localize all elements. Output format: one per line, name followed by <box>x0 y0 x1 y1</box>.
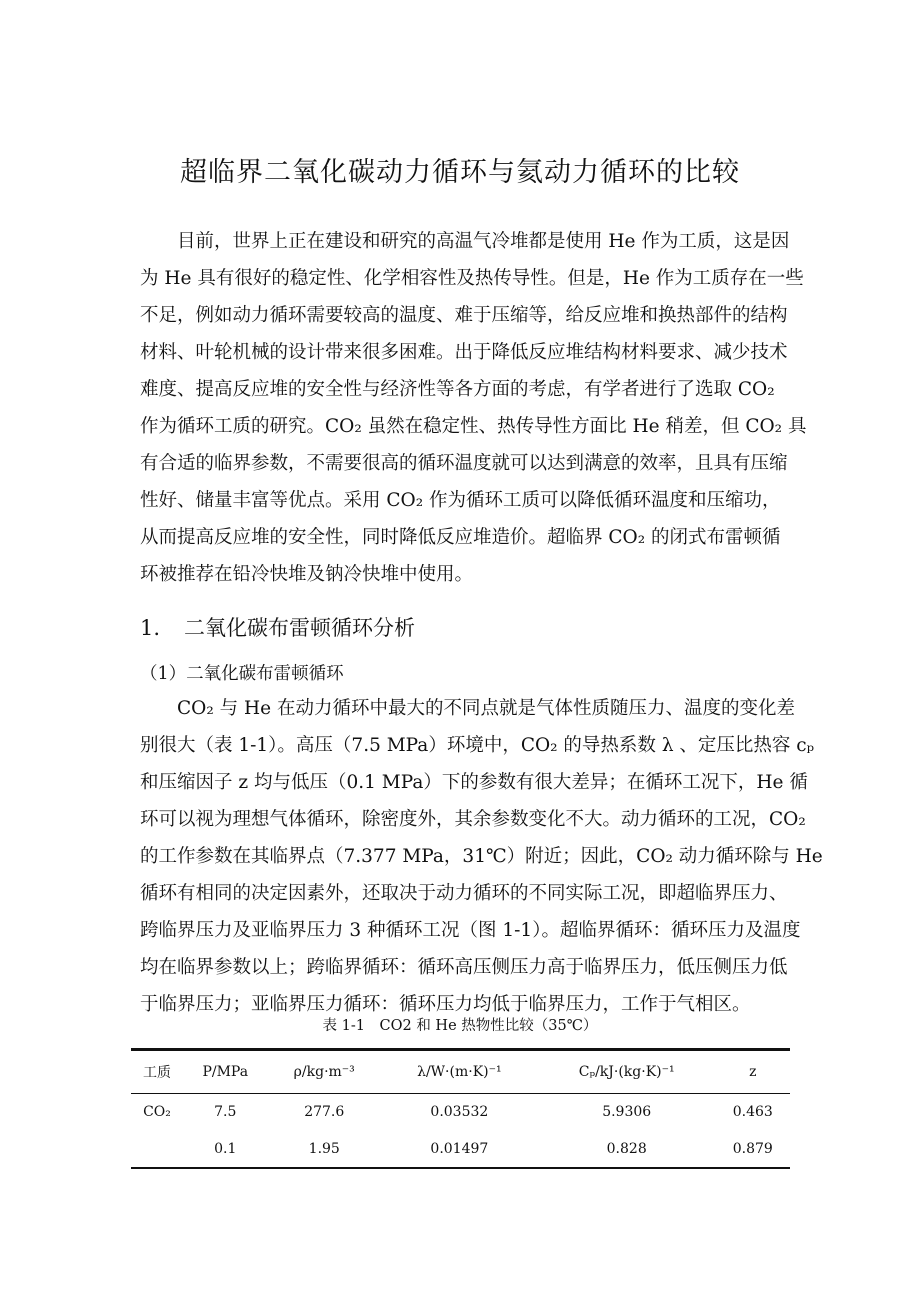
header-cell: 工质 <box>131 1050 183 1094</box>
header-cell: z <box>716 1050 790 1094</box>
text-line: 环可以视为理想气体循环，除密度外，其余参数变化不大。动力循环的工况，CO₂ <box>140 809 806 830</box>
intro-paragraph <box>140 223 807 593</box>
text-line: 有合适的临界参数，不需要很高的循环温度就可以达到满意的效率，且具有压缩 <box>140 453 788 474</box>
table-row <box>131 1131 790 1168</box>
text-line: 均在临界参数以上；跨临界循环：循环高压侧压力高于临界压力，低压侧压力低 <box>140 957 788 978</box>
header-cell: Cₚ/kJ·(kg·K)⁻¹ <box>538 1050 716 1094</box>
table-cell: CO₂ <box>143 1104 171 1121</box>
table-header-row <box>131 1050 790 1094</box>
text-line: 环被推荐在铅冷快堆及钠冷快堆中使用。 <box>140 564 474 585</box>
table-cell: 0.1 <box>183 1131 268 1168</box>
text-line: 材料、叶轮机械的设计带来很多困难。出于降低反应堆结构材料要求、减少技术 <box>140 342 788 363</box>
table-cell: 0.01497 <box>381 1131 538 1168</box>
table-cell: 0.03532 <box>430 1104 489 1121</box>
section-title: 二氧化碳布雷顿循环分析 <box>184 616 415 640</box>
subsection-heading: （1）二氧化碳布雷顿循环 <box>140 664 344 684</box>
document-title: 超临界二氧化碳动力循环与氦动力循环的比较 <box>180 157 740 188</box>
body-paragraph <box>140 690 823 1023</box>
text-line: CO₂ 与 He 在动力循环中最大的不同点就是气体性质随压力、温度的变化差 <box>177 698 795 719</box>
table-cell: 7.5 <box>214 1104 237 1121</box>
table-cell: 277.6 <box>304 1104 345 1121</box>
text-line: 于临界压力；亚临界压力循环：循环压力均低于临界压力，工作于气相区。 <box>140 994 751 1015</box>
text-line: 从而提高反应堆的安全性，同时降低反应堆造价。超临界 CO₂ 的闭式布雷顿循 <box>140 527 781 548</box>
text-line: 难度、提高反应堆的安全性与经济性等各方面的考虑，有学者进行了选取 CO₂ <box>140 379 775 400</box>
section-heading <box>140 612 415 642</box>
table-cell: 0.879 <box>716 1131 790 1168</box>
table-cell: 5.9306 <box>602 1104 652 1121</box>
text-line: 的工作参数在其临界点（7.377 MPa，31℃）附近；因此，CO₂ 动力循环除与 He <box>140 846 823 867</box>
table-row <box>131 1094 790 1131</box>
text-line: 性好、储量丰富等优点。采用 CO₂ 作为循环工质可以降低循环温度和压缩功， <box>140 490 781 511</box>
table-cell <box>131 1131 183 1168</box>
text-line: 目前，世界上正在建设和研究的高温气冷堆都是使用 He 作为工质，这是因 <box>177 231 790 252</box>
text-line: 作为循环工质的研究。CO₂ 虽然在稳定性、热传导性方面比 He 稍差，但 CO₂ 具 <box>140 416 807 437</box>
table-cell: 0.463 <box>732 1104 773 1121</box>
section-number: 1. <box>140 616 161 640</box>
text-line: 不足，例如动力循环需要较高的温度、难于压缩等，给反应堆和换热部件的结构 <box>140 305 788 326</box>
table-caption: 表 1-1 CO2 和 He 热物性比较（35℃） <box>322 1018 598 1034</box>
header-cell: P/MPa <box>183 1050 268 1094</box>
header-cell: ρ/kg·m⁻³ <box>268 1050 381 1094</box>
text-line: 别很大（表 1-1）。高压（7.5 MPa）环境中，CO₂ 的导热系数 λ 、定压比热容 cₚ <box>140 735 815 756</box>
properties-table <box>131 1048 790 1169</box>
text-line: 为 He 具有很好的稳定性、化学相容性及热传导性。但是，He 作为工质存在一些 <box>140 268 804 289</box>
header-cell: λ/W·(m·K)⁻¹ <box>381 1050 538 1094</box>
text-line: 和压缩因子 z 均与低压（0.1 MPa）下的参数有很大差异；在循环工况下，He 循 <box>140 772 808 793</box>
text-line: 跨临界压力及亚临界压力 3 种循环工况（图 1-1）。超临界循环：循环压力及温度 <box>140 920 801 941</box>
table-cell: 1.95 <box>268 1131 381 1168</box>
text-line: 循环有相同的决定因素外，还取决于动力循环的不同实际工况，即超临界压力、 <box>140 883 788 904</box>
table-cell: 0.828 <box>538 1131 716 1168</box>
